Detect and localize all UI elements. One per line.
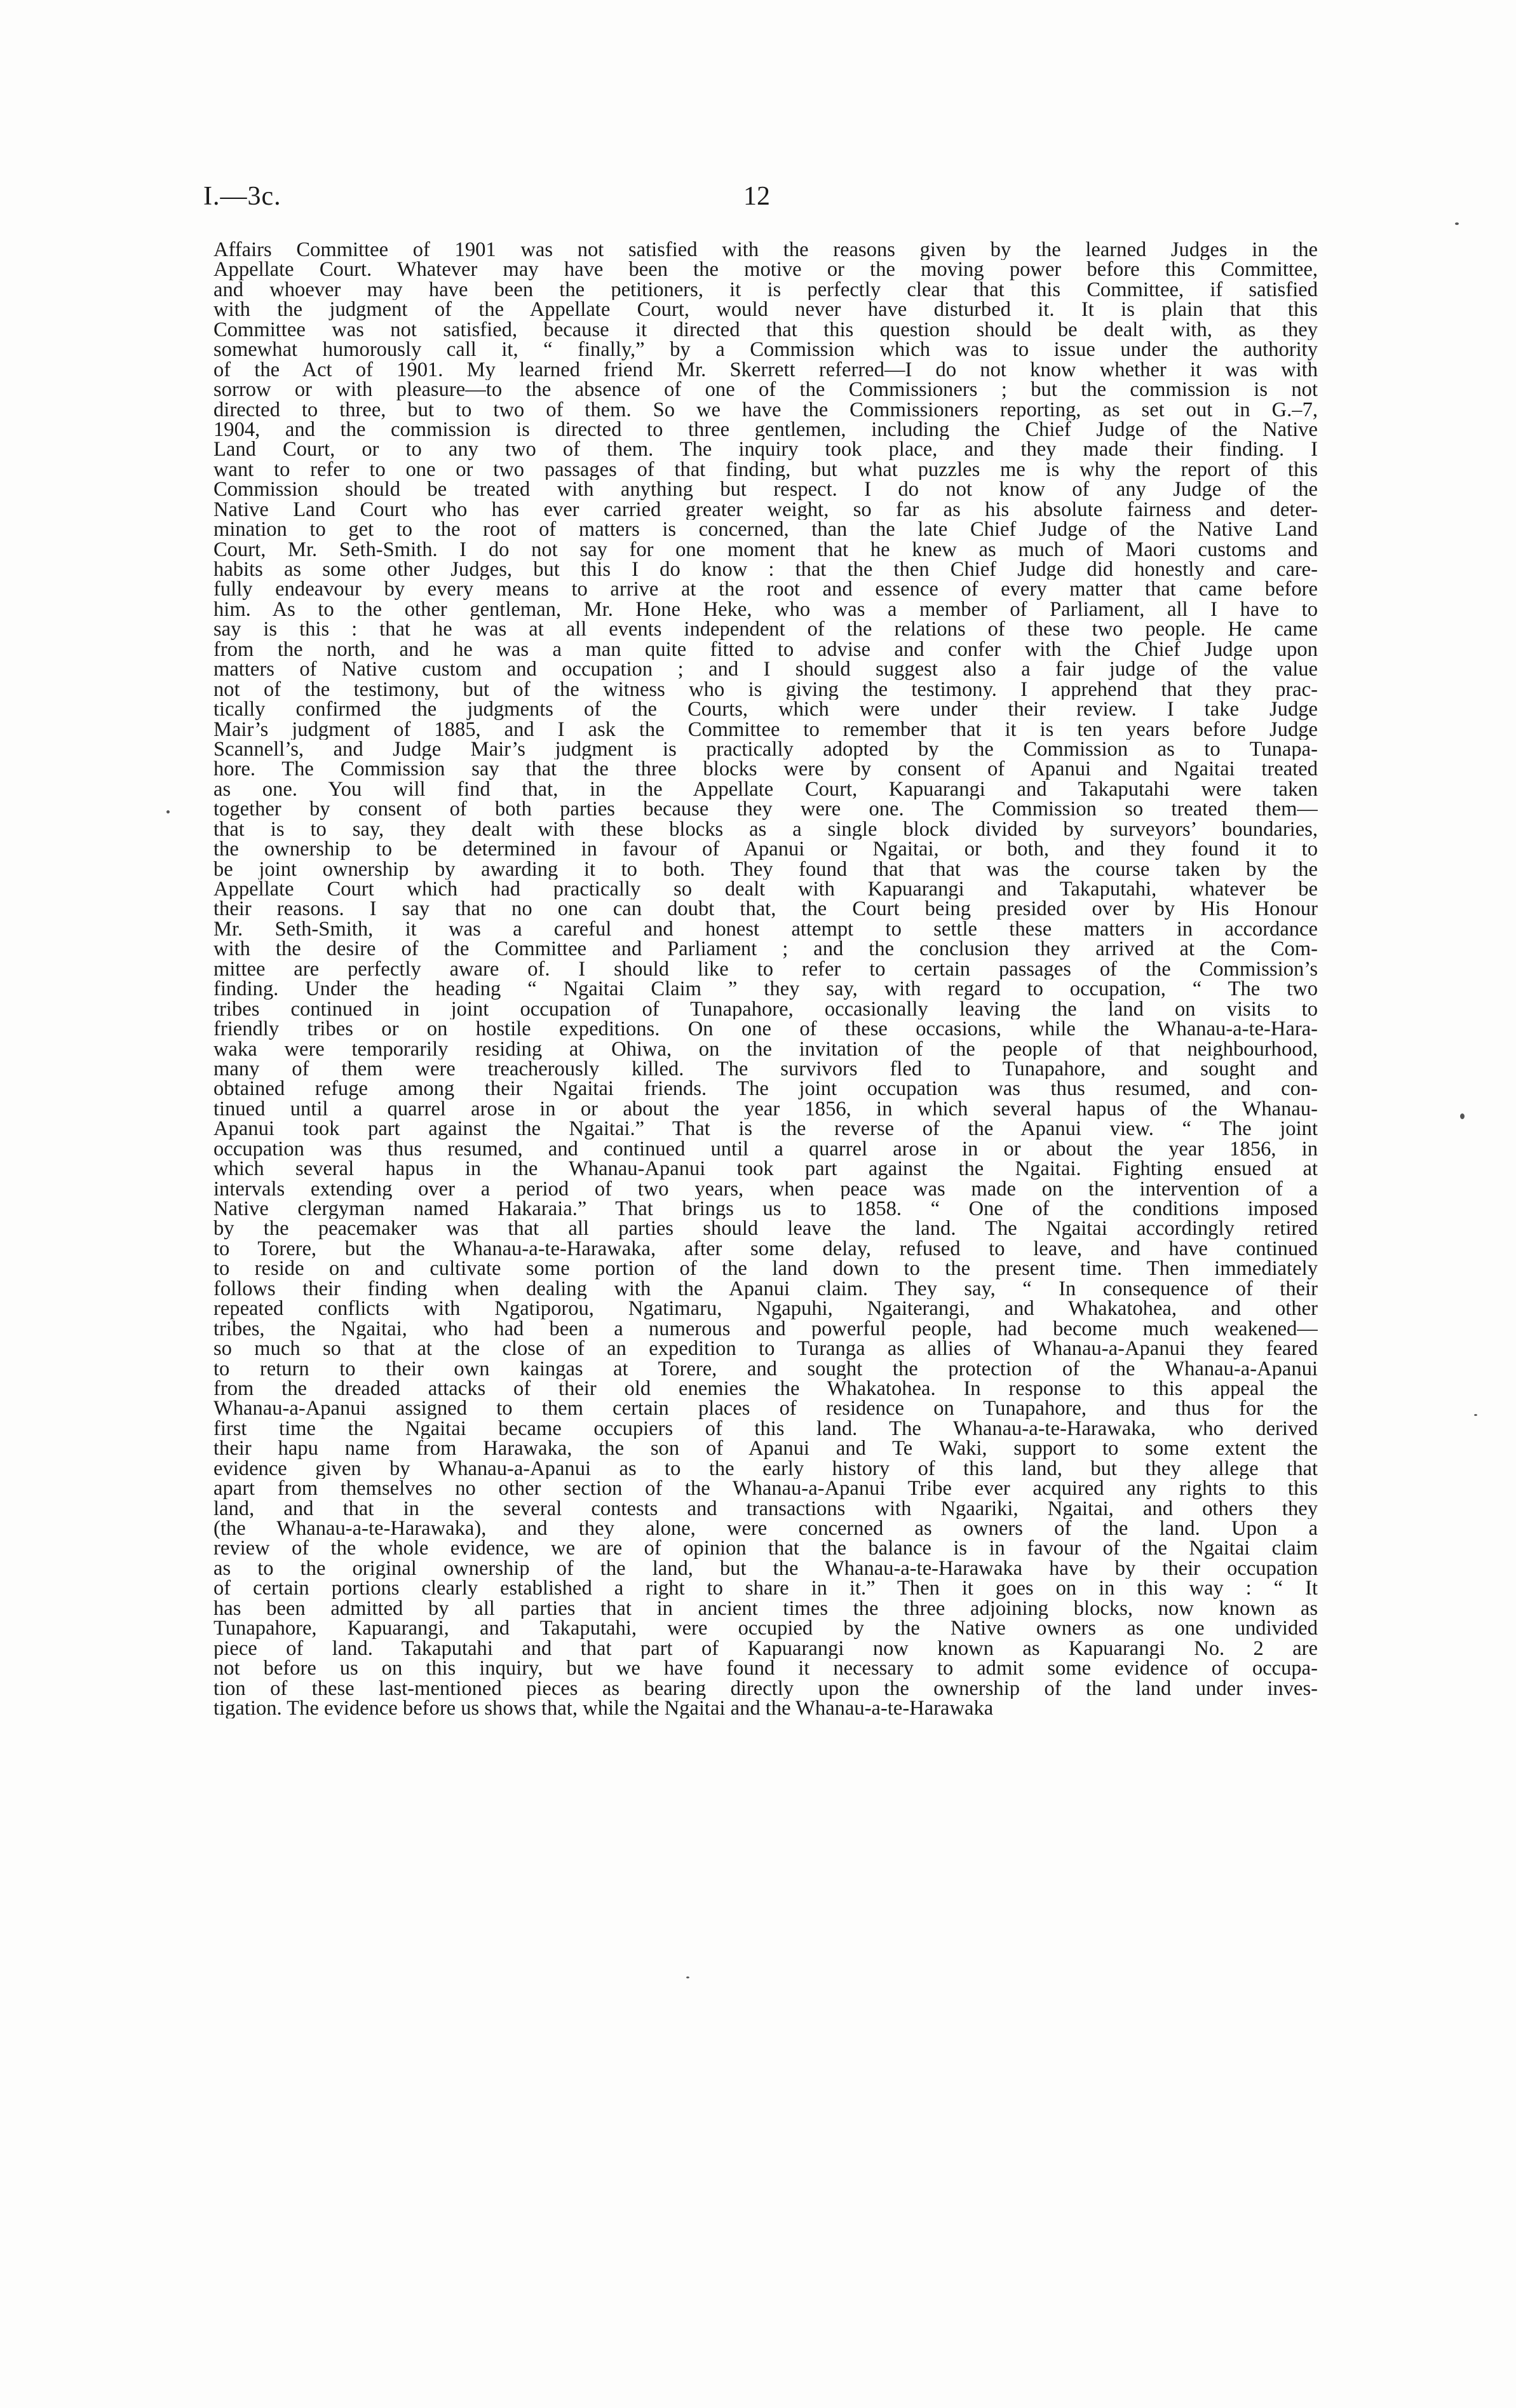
text-line: friendly tribes or on hostile expeditions. On one of these occasions, while the Whanau-a-te-Hara-: [213, 1019, 1318, 1040]
text-line: as to the original ownership of the land, but the Whanau-a-te-Harawaka have by their occupation: [213, 1558, 1318, 1579]
text-line: land, and that in the several contests and transactions with Ngaariki, Ngaitai, and others they: [213, 1499, 1318, 1519]
text-line: their reasons. I say that no one can doubt that, the Court being presided over by His Honour: [213, 899, 1318, 920]
text-line: tigation. The evidence before us shows that, while the Ngaitai and the Whanau-a-te-Harawaka: [213, 1698, 994, 1719]
text-line: Mr. Seth-Smith, it was a careful and honest attempt to settle these matters in accordance: [213, 919, 1318, 940]
text-line: tribes, the Ngaitai, who had been a numerous and powerful people, had become much weakened—: [213, 1319, 1318, 1340]
text-line: tinued until a quarrel arose in or about the year 1856, in which several hapus of the Whanau-: [213, 1099, 1318, 1120]
text-line: be joint ownership by awarding it to both. They found that that was the course taken by the: [213, 859, 1318, 880]
text-line: say is this : that he was at all events independent of the relations of these two people. He came: [213, 620, 1318, 640]
text-line: somewhat humorously call it, “ finally,” by a Commission which was to issue under the authority: [213, 340, 1318, 360]
text-line: of the Act of 1901. My learned friend Mr. Skerrett referred—I do not know whether it was with: [213, 360, 1318, 381]
text-line: from the north, and he was a man quite fitted to advise and confer with the Chief Judge upon: [213, 639, 1318, 660]
scan-speck: [1455, 222, 1459, 225]
page-header: [203, 181, 1322, 219]
text-line: Committee was not satisfied, because it directed that this question should be dealt with, as they: [213, 320, 1318, 341]
text-line: finding. Under the heading “ Ngaitai Claim ” they say, with regard to occupation, “ The two: [213, 979, 1318, 1000]
document-reference: I.—3c.: [203, 182, 281, 211]
text-line: Appellate Court which had practically so dealt with Kapuarangi and Takaputahi, whatever be: [213, 880, 1318, 900]
text-line: Court, Mr. Seth-Smith. I do not say for one moment that he knew as much of Maori customs and: [213, 540, 1318, 560]
text-line: follows their finding when dealing with the Apanui claim. They say, “ In consequence of their: [213, 1279, 1318, 1300]
text-line: Appellate Court. Whatever may have been the motive or the moving power before this Committee,: [213, 260, 1318, 280]
text-line: Whanau-a-Apanui assigned to them certain places of residence on Tunapahore, and thus for the: [213, 1399, 1318, 1419]
scan-speck: [166, 810, 170, 813]
text-line: so much so that at the close of an expedition to Turanga as allies of Whanau-a-Apanui they feared: [213, 1339, 1318, 1359]
text-line: with the desire of the Committee and Parliament ; and the conclusion they arrived at the Com-: [213, 939, 1318, 960]
scan-speck: [1474, 1414, 1477, 1416]
text-line: to return to their own kaingas at Torere, and sought the protection of the Whanau-a-Apanui: [213, 1359, 1318, 1379]
text-line: intervals extending over a period of two years, when peace was made on the intervention of a: [213, 1179, 1318, 1199]
text-line: Affairs Committee of 1901 was not satisfied with the reasons given by the learned Judges in the: [213, 240, 1318, 261]
text-line: not of the testimony, but of the witness who is giving the testimony. I apprehend that they prac-: [213, 679, 1318, 700]
text-line: want to refer to one or two passages of that finding, but what puzzles me is why the report of this: [213, 459, 1318, 480]
text-line: Apanui took part against the Ngaitai.” That is the reverse of the Apanui view. “ The joint: [213, 1119, 1318, 1139]
text-line: as one. You will find that, in the Appellate Court, Kapuarangi and Takaputahi were taken: [213, 779, 1318, 800]
text-line: Mair’s judgment of 1885, and I ask the Committee to remember that it is ten years before Judge: [213, 719, 1318, 740]
text-line: tribes continued in joint occupation of Tunapahore, occasionally leaving the land on visits to: [213, 999, 1318, 1020]
text-line: their hapu name from Harawaka, the son of Apanui and Te Waki, support to some extent the: [213, 1439, 1318, 1459]
text-line: (the Whanau-a-te-Harawaka), and they alone, were concerned as owners of the land. Upon a: [213, 1519, 1318, 1539]
text-line: him. As to the other gentleman, Mr. Hone Heke, who was a member of Parliament, all I have to: [213, 599, 1318, 620]
text-line: sorrow or with pleasure—to the absence of one of the Commissioners ; but the commission is not: [213, 380, 1318, 400]
text-line: with the judgment of the Appellate Court, would never have disturbed it. It is plain that this: [213, 300, 1318, 320]
text-line: from the dreaded attacks of their old enemies the Whakatohea. In response to this appeal the: [213, 1378, 1318, 1399]
scan-speck: [1460, 1113, 1465, 1119]
body-paragraph: [213, 240, 1318, 1718]
text-line: the ownership to be determined in favour of Apanui or Ngaitai, or both, and they found it to: [213, 840, 1318, 860]
text-line: not before us on this inquiry, but we have found it necessary to admit some evidence of occupa-: [213, 1659, 1318, 1679]
text-line: that is to say, they dealt with these blocks as a single block divided by surveyors’ boundaries,: [213, 819, 1318, 840]
text-line: obtained refuge among their Ngaitai friends. The joint occupation was thus resumed, and con-: [213, 1079, 1318, 1099]
text-line: matters of Native custom and occupation ; and I should suggest also a fair judge of the value: [213, 660, 1318, 680]
text-line: waka were temporarily residing at Ohiwa, on the invitation of the people of that neighbourhood,: [213, 1039, 1318, 1059]
text-line: evidence given by Whanau-a-Apanui as to the early history of this land, but they allege that: [213, 1459, 1318, 1479]
text-line: mittee are perfectly aware of. I should like to refer to certain passages of the Commission’s: [213, 959, 1318, 980]
text-line: and whoever may have been the petitioners, it is perfectly clear that this Committee, if satisfied: [213, 280, 1318, 301]
text-line: directed to three, but to two of them. So we have the Commissioners reporting, as set out in G.–7,: [213, 400, 1318, 420]
text-line: fully endeavour by every means to arrive at the root and essence of every matter that came before: [213, 580, 1318, 600]
text-line: Native Land Court who has ever carried greater weight, so far as his absolute fairness and deter-: [213, 500, 1318, 520]
text-line: tically confirmed the judgments of the Courts, which were under their review. I take Judge: [213, 700, 1318, 720]
text-line: apart from themselves no other section of the Whanau-a-Apanui Tribe ever acquired any rights to this: [213, 1479, 1318, 1499]
text-line: repeated conflicts with Ngatiporou, Ngatimaru, Ngapuhi, Ngaiterangi, and Whakatohea, and other: [213, 1299, 1318, 1319]
text-line: 1904, and the commission is directed to three gentlemen, including the Chief Judge of the Native: [213, 419, 1318, 440]
text-line: review of the whole evidence, we are of opinion that the balance is in favour of the Ngaitai claim: [213, 1539, 1318, 1559]
text-line: hore. The Commission say that the three blocks were by consent of Apanui and Ngaitai treated: [213, 759, 1318, 780]
text-line: occupation was thus resumed, and continued until a quarrel arose in or about the year 1856, in: [213, 1139, 1318, 1160]
text-line: Scannell’s, and Judge Mair’s judgment is practically adopted by the Commission as to Tunapa-: [213, 739, 1318, 760]
text-line: to Torere, but the Whanau-a-te-Harawaka, after some delay, refused to leave, and have continued: [213, 1239, 1318, 1260]
text-line: has been admitted by all parties that in ancient times the three adjoining blocks, now known as: [213, 1598, 1318, 1619]
scan-speck: [686, 1976, 689, 1978]
text-line: first time the Ngaitai became occupiers of this land. The Whanau-a-te-Harawaka, who derived: [213, 1418, 1318, 1439]
page-number: 12: [743, 182, 770, 211]
text-line: mination to get to the root of matters is concerned, than the late Chief Judge of the Native Land: [213, 520, 1318, 540]
text-line: Commission should be treated with anything but respect. I do not know of any Judge of the: [213, 480, 1318, 500]
text-line: many of them were treacherously killed. The survivors fled to Tunapahore, and sought and: [213, 1059, 1318, 1080]
text-line: which several hapus in the Whanau-Apanui took part against the Ngaitai. Fighting ensued at: [213, 1159, 1318, 1180]
text-line: to reside on and cultivate some portion of the land down to the present time. Then immediately: [213, 1259, 1318, 1279]
text-line: Land Court, or to any two of them. The inquiry took place, and they made their finding. I: [213, 440, 1318, 460]
text-line: tion of these last-mentioned pieces as bearing directly upon the ownership of the land under inves-: [213, 1678, 1318, 1699]
text-line: of certain portions clearly established a right to share in it.” Then it goes on in this way : “ It: [213, 1579, 1318, 1599]
text-line: Native clergyman named Hakaraia.” That brings us to 1858. “ One of the conditions imposed: [213, 1199, 1318, 1220]
text-line: by the peacemaker was that all parties should leave the land. The Ngaitai accordingly retired: [213, 1219, 1318, 1239]
text-line: Tunapahore, Kapuarangi, and Takaputahi, were occupied by the Native owners as one undivided: [213, 1619, 1318, 1639]
text-line: habits as some other Judges, but this I do know : that the then Chief Judge did honestly and care-: [213, 560, 1318, 580]
text-line: together by consent of both parties because they were one. The Commission so treated them—: [213, 799, 1318, 820]
text-line: piece of land. Takaputahi and that part of Kapuarangi now known as Kapuarangi No. 2 are: [213, 1638, 1318, 1659]
